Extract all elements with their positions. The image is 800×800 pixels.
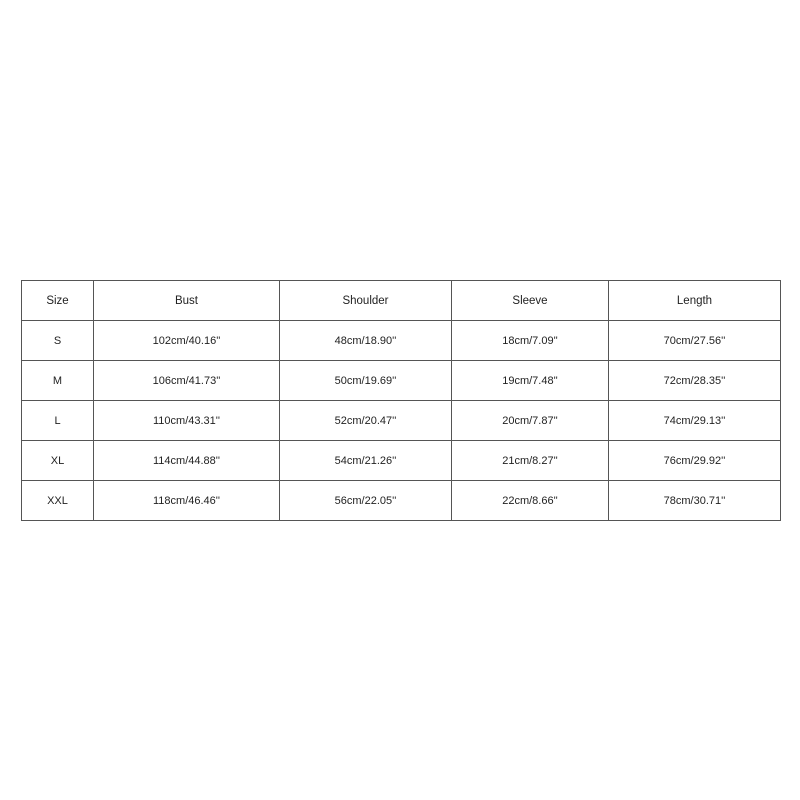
size-cell: XL — [22, 441, 94, 481]
bust-cell: 114cm/44.88'' — [94, 441, 280, 481]
bust-cell: 102cm/40.16'' — [94, 321, 280, 361]
table-row — [22, 401, 781, 441]
column-header-size: Size — [22, 281, 94, 321]
size-cell: S — [22, 321, 94, 361]
length-cell: 78cm/30.71'' — [609, 481, 781, 521]
column-header-bust: Bust — [94, 281, 280, 321]
size-cell: XXL — [22, 481, 94, 521]
sleeve-cell: 21cm/8.27'' — [452, 441, 609, 481]
header-row — [22, 281, 781, 321]
bust-cell: 110cm/43.31'' — [94, 401, 280, 441]
table-row — [22, 321, 781, 361]
length-cell: 74cm/29.13'' — [609, 401, 781, 441]
sleeve-cell: 20cm/7.87'' — [452, 401, 609, 441]
size-cell: M — [22, 361, 94, 401]
shoulder-cell: 54cm/21.26'' — [280, 441, 452, 481]
length-cell: 72cm/28.35'' — [609, 361, 781, 401]
bust-cell: 106cm/41.73'' — [94, 361, 280, 401]
size-cell: L — [22, 401, 94, 441]
sleeve-cell: 22cm/8.66'' — [452, 481, 609, 521]
column-header-length: Length — [609, 281, 781, 321]
sleeve-cell: 19cm/7.48'' — [452, 361, 609, 401]
table-row — [22, 481, 781, 521]
shoulder-cell: 48cm/18.90'' — [280, 321, 452, 361]
shoulder-cell: 56cm/22.05'' — [280, 481, 452, 521]
length-cell: 70cm/27.56'' — [609, 321, 781, 361]
column-header-shoulder: Shoulder — [280, 281, 452, 321]
column-header-sleeve: Sleeve — [452, 281, 609, 321]
shoulder-cell: 50cm/19.69'' — [280, 361, 452, 401]
table-row — [22, 441, 781, 481]
table-row — [22, 361, 781, 401]
sleeve-cell: 18cm/7.09'' — [452, 321, 609, 361]
shoulder-cell: 52cm/20.47'' — [280, 401, 452, 441]
bust-cell: 118cm/46.46'' — [94, 481, 280, 521]
size-chart-table — [21, 280, 781, 521]
length-cell: 76cm/29.92'' — [609, 441, 781, 481]
